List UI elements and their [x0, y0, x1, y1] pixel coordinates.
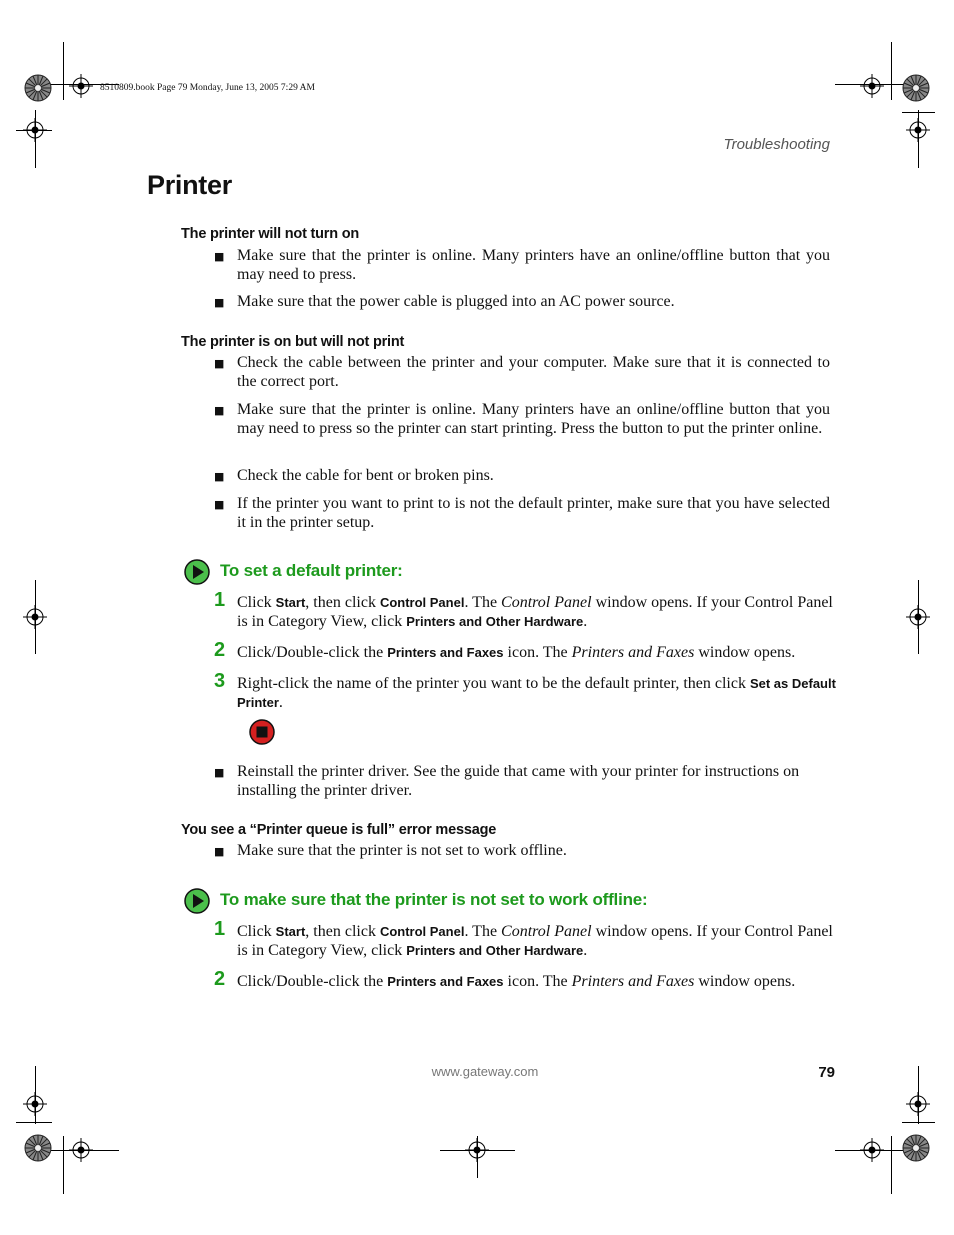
- ui-label: Set as Default Printer: [237, 676, 836, 710]
- step-text: Click Start, then click Control Panel. The Control Panel window opens. If your Control Panel is in Category View, click Printers and Other Hardware.: [237, 594, 833, 630]
- bullet-icon: ■: [214, 470, 225, 483]
- bullet-icon: ■: [214, 404, 225, 417]
- ui-label: Printers and Other Hardware: [406, 943, 584, 958]
- procedure-arrow-icon: [184, 888, 210, 914]
- list-item-text: Make sure that the power cable is plugged into an AC power source.: [237, 293, 675, 310]
- procedure-title: To make sure that the printer is not set to work offline:: [220, 890, 648, 909]
- step-number: 3: [214, 670, 226, 692]
- step-text: Click/Double-click the Printers and Faxes icon. The Printers and Faxes window opens.: [237, 644, 796, 661]
- stop-icon: [249, 719, 275, 745]
- ui-label: Printers and Faxes: [387, 645, 504, 660]
- bullet-icon: ■: [214, 357, 225, 370]
- bullet-icon: ■: [214, 845, 225, 858]
- step-number: 2: [214, 639, 226, 661]
- ui-label: Start: [275, 595, 306, 610]
- step-text: Right-click the name of the printer you want to be the default printer, then click Set as Default Printer.: [237, 675, 836, 711]
- list-item-text: Reinstall the printer driver. See the guide that came with your printer for instructions on installing the printer driver.: [237, 763, 800, 799]
- running-header: Troubleshooting: [723, 136, 830, 153]
- ui-label: Control Panel: [379, 595, 465, 610]
- footer-url[interactable]: www.gateway.com: [431, 1064, 539, 1079]
- step-number: 2: [214, 968, 226, 990]
- section-heading: You see a “Printer queue is full” error message: [181, 822, 497, 838]
- step-number: 1: [214, 589, 226, 611]
- list-item-text: Make sure that the printer is online. Many printers have an online/offline button that you may need to press so the printer can start printing. Press the button to put the printer online.: [237, 401, 830, 437]
- bullet-icon: ■: [214, 296, 225, 309]
- bullet-icon: ■: [214, 250, 225, 263]
- step-text: Click Start, then click Control Panel. The Control Panel window opens. If your Control Panel is in Category View, click Printers and Other Hardware.: [237, 923, 833, 959]
- print-info-slug: 8510809.book Page 79 Monday, June 13, 2005 7:29 AM: [100, 83, 315, 93]
- section-heading: The printer will not turn on: [181, 226, 360, 242]
- bullet-icon: ■: [214, 498, 225, 511]
- list-item-text: Check the cable between the printer and your computer. Make sure that it is connected to the correct port.: [237, 354, 830, 390]
- bullet-icon: ■: [214, 766, 225, 779]
- list-item-text: Make sure that the printer is online. Many printers have an online/offline button that you may need to press.: [237, 247, 830, 283]
- list-item-text: Check the cable for bent or broken pins.: [237, 467, 494, 484]
- list-item-text: Make sure that the printer is not set to work offline.: [237, 842, 567, 859]
- section-heading: The printer is on but will not print: [181, 334, 405, 350]
- ui-label: Control Panel: [379, 924, 465, 939]
- page-title: Printer: [147, 170, 232, 200]
- step-text: Click/Double-click the Printers and Faxes icon. The Printers and Faxes window opens.: [237, 973, 796, 990]
- ui-label: Start: [275, 924, 306, 939]
- step-number: 1: [214, 918, 226, 940]
- page-number: 79: [818, 1064, 835, 1081]
- ui-label: Printers and Other Hardware: [406, 614, 584, 629]
- procedure-arrow-icon: [184, 559, 210, 585]
- list-item-text: If the printer you want to print to is not the default printer, make sure that you have selected it in the printer setup.: [237, 495, 830, 531]
- procedure-title: To set a default printer:: [220, 561, 403, 580]
- ui-label: Printers and Faxes: [387, 974, 504, 989]
